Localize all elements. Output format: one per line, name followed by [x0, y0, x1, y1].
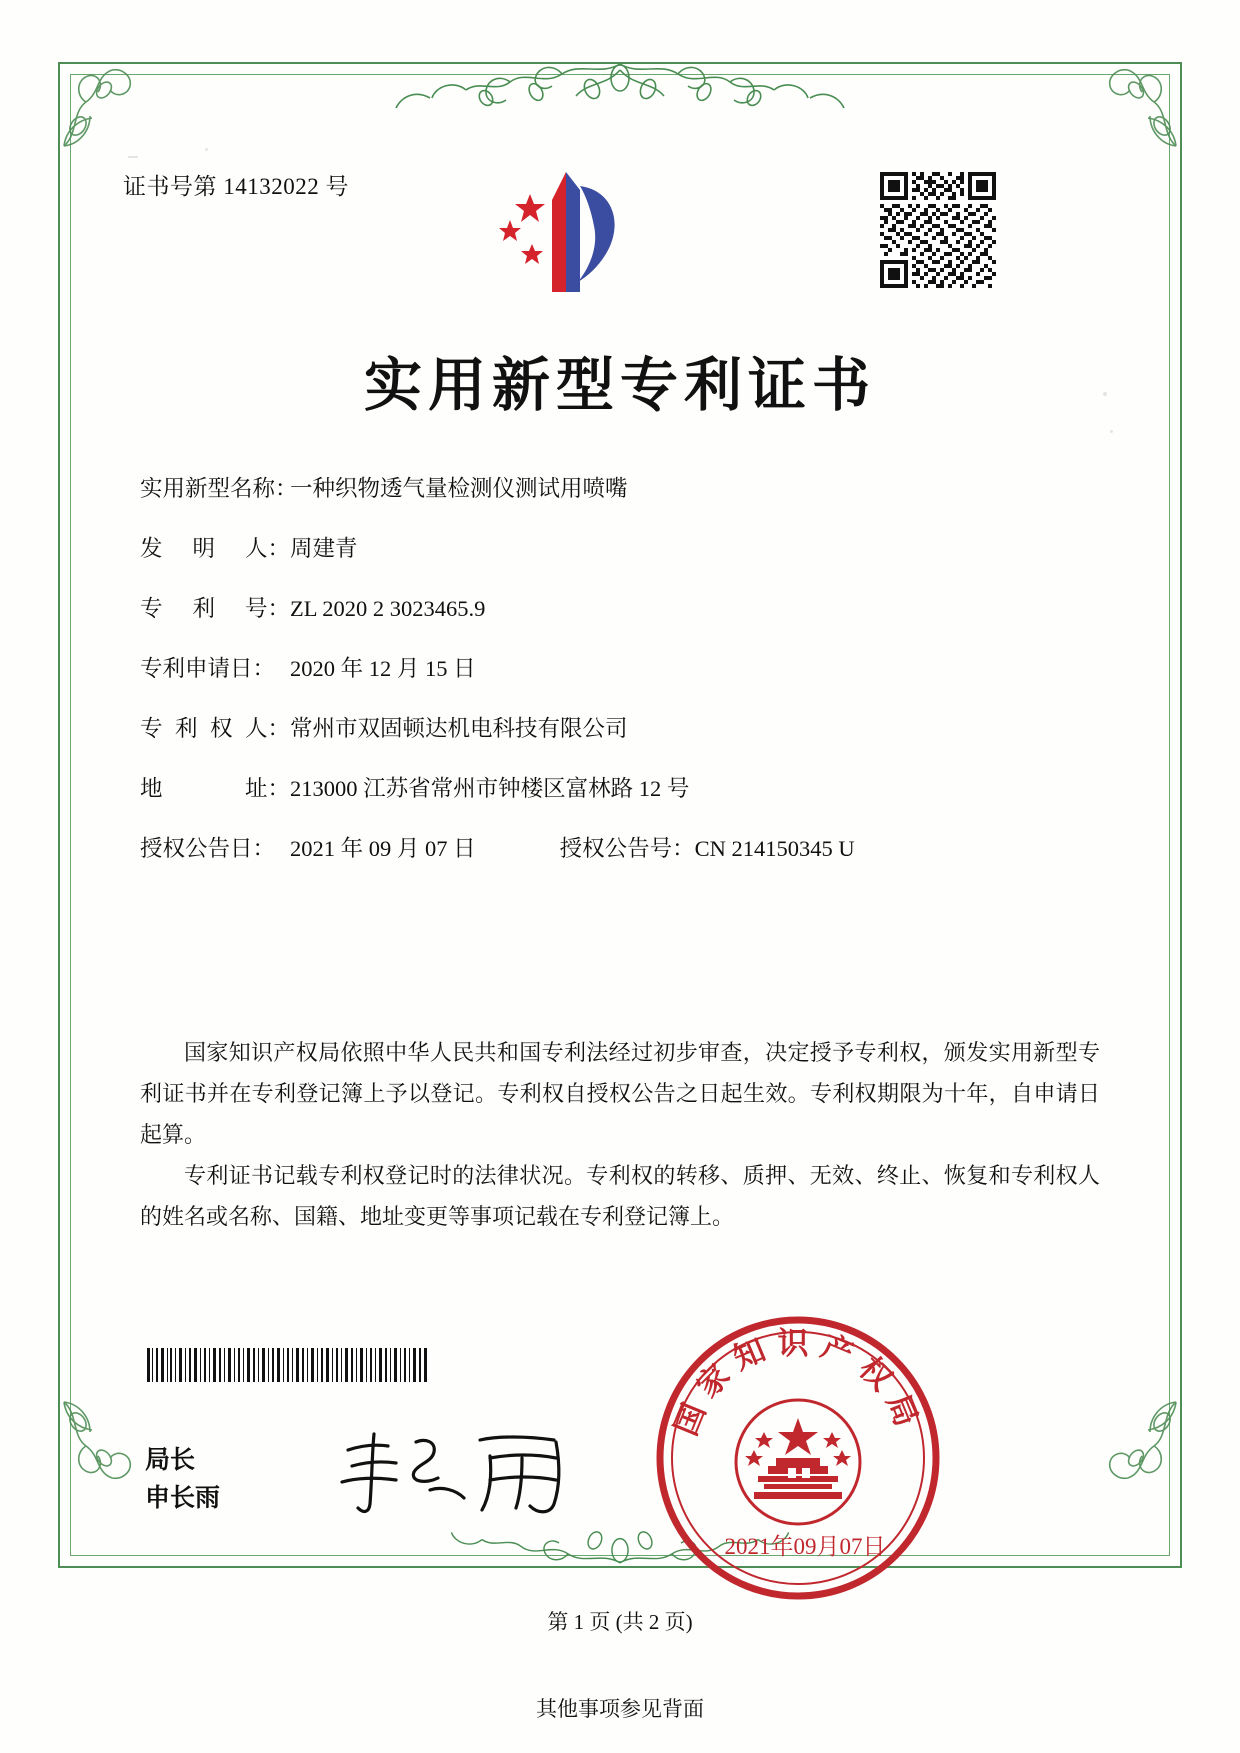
corner-ornament-icon — [60, 64, 146, 150]
field-value-grant-no: CN 214150345 U — [694, 836, 855, 861]
field-row-filing-date — [140, 658, 1100, 681]
page-indicator: 第 1 页 (共 2 页) — [547, 1610, 693, 1634]
scan-speck — [1110, 430, 1113, 433]
field-label-inventor: 发 明 人： — [140, 536, 290, 561]
field-value-patent-no: ZL 2020 2 3023465.9 — [290, 596, 486, 621]
field-row-patentee — [140, 718, 1100, 741]
scan-speck — [205, 148, 208, 151]
patent-fields — [140, 478, 1100, 898]
field-row-grant — [140, 838, 1100, 861]
field-label-grant-date: 授权公告日： — [140, 836, 276, 861]
field-label-patent-no: 专 利 号： — [140, 596, 290, 621]
field-value-grant-date: 2021 年 09 月 07 日 — [290, 836, 476, 861]
field-value-inventor: 周建青 — [290, 536, 358, 561]
signature-role-label: 局长 — [145, 1447, 196, 1474]
corner-ornament-icon — [1094, 64, 1180, 150]
field-value-name: 一种织物透气量检测仪测试用喷嘴 — [290, 476, 628, 501]
signature-name-label: 申长雨 — [145, 1485, 221, 1512]
field-value-patentee: 常州市双固顿达机电科技有限公司 — [290, 716, 628, 741]
signature-labels — [145, 1442, 220, 1518]
top-floral-ornament-icon — [330, 56, 910, 114]
field-row-address — [140, 778, 1100, 801]
handwritten-signature — [330, 1420, 590, 1520]
page-title: 实用新型专利证书 — [363, 351, 876, 419]
field-label-grant-no: 授权公告号： — [559, 836, 695, 861]
legal-paragraph-2: 专利证书记载专利权登记时的法律状况。专利权的转移、质押、无效、终止、恢复和专利权人的姓名或名称、国籍、地址变更等事项记载在专利登记簿上。 — [140, 1163, 1100, 1229]
field-label-filing-date: 专利申请日： — [140, 656, 276, 681]
field-value-address: 213000 江苏省常州市钟楼区富林路 12 号 — [290, 776, 690, 801]
field-row-inventor — [140, 538, 1100, 561]
legal-paragraph-1: 国家知识产权局依照中华人民共和国专利法经过初步审查，决定授予专利权，颁发实用新型专利证书并在专利登记簿上予以登记。专利权自授权公告之日起生效。专利权期限为十年，自申请日起算。 — [140, 1040, 1100, 1147]
field-row-patent-no — [140, 598, 1100, 621]
scan-speck — [128, 156, 138, 158]
corner-ornament-icon — [1094, 1398, 1180, 1484]
field-row-name — [140, 478, 1100, 501]
field-label-address: 地 址： — [140, 776, 290, 801]
seal-date: 2021年09月07日 — [724, 1534, 886, 1559]
qr-code — [880, 172, 996, 288]
field-label-name: 实用新型名称： — [140, 476, 298, 501]
scan-speck — [1103, 392, 1107, 396]
field-value-filing-date: 2020 年 12 月 15 日 — [290, 656, 476, 681]
certificate-number: 证书号第 14132022 号 — [123, 174, 349, 199]
back-side-note: 其他事项参见背面 — [536, 1697, 704, 1721]
field-label-patentee: 专 利 权 人： — [140, 716, 290, 741]
cnipa-logo-icon — [470, 160, 650, 310]
barcode — [145, 1348, 433, 1382]
svg-text:国家知识产权局: 国家知识产权局 — [668, 1326, 928, 1441]
corner-ornament-icon — [60, 1398, 146, 1484]
